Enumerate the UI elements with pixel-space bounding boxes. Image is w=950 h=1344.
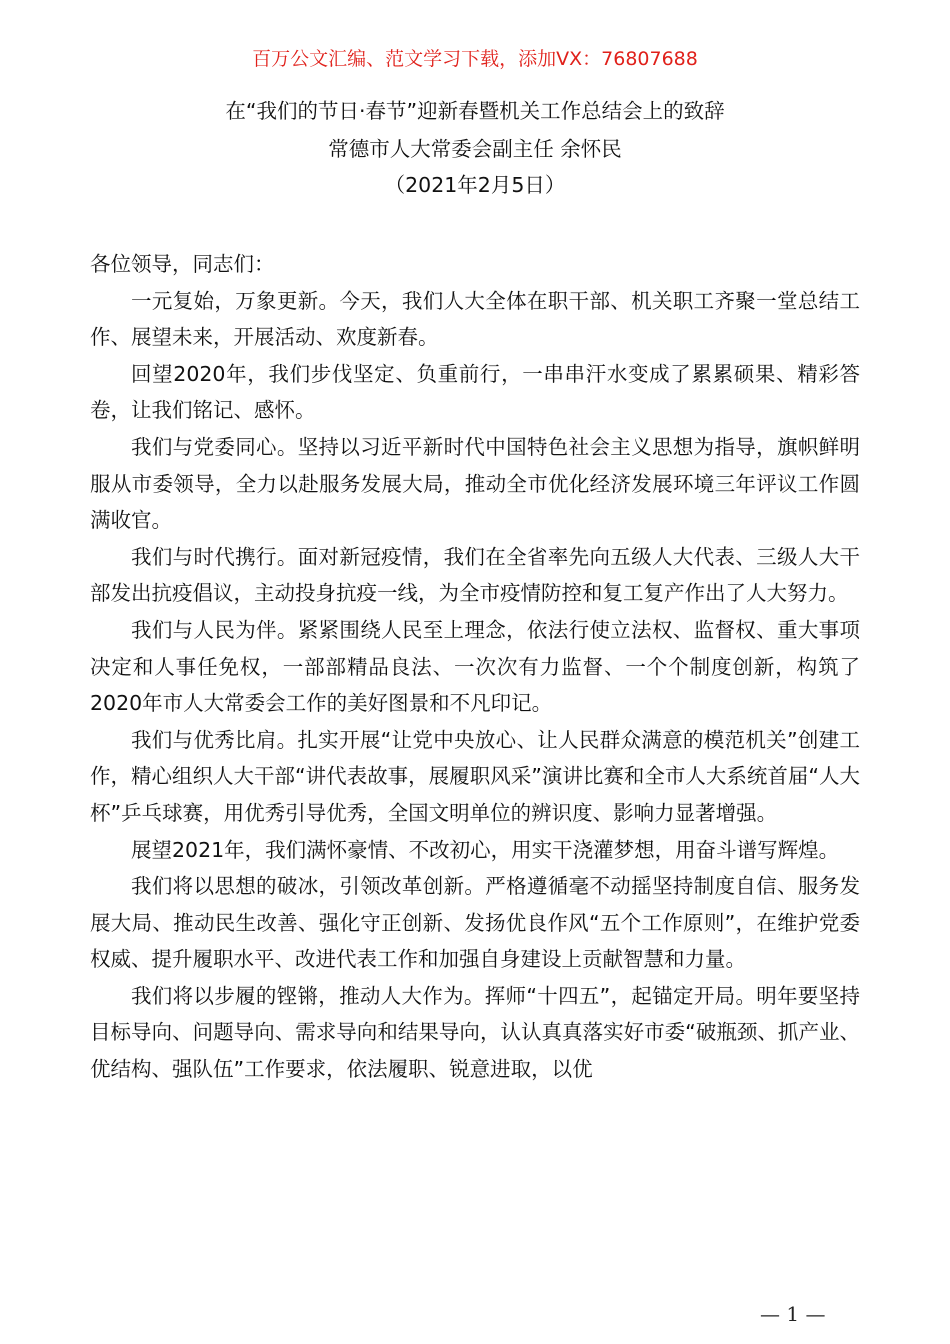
paragraph: 我们与优秀比肩。扎实开展“让党中央放心、让人民群众满意的模范机关”创建工作，精心组织人大干部“讲代表故事，展履职风采”演讲比赛和全市人大系统首届“人大杯”乒乓球赛，用优秀引导优秀，全国文明单位的辨识度、影响力显著增强。 <box>90 727 860 825</box>
watermark-banner: 百万公文汇编、范文学习下载，添加VX：76807688 <box>252 48 698 70</box>
paragraph: 我们与时代携行。面对新冠疫情，我们在全省率先向五级人大代表、三级人大干部发出抗疫倡议，主动投身抗疫一线，为全市疫情防控和复工复产作出了人大努力。 <box>90 544 860 606</box>
paragraph: 我们与人民为伴。紧紧围绕人民至上理念，依法行使立法权、监督权、重大事项决定和人事任免权，一部部精品良法、一次次有力监督、一个个制度创新，构筑了2020年市人大常委会工作的美好图景和不凡印记。 <box>90 617 860 716</box>
date-line: （2021年2月5日） <box>384 173 566 197</box>
salutation: 各位领导，同志们： <box>90 252 275 276</box>
page-number: — 1 — <box>760 1302 826 1326</box>
paragraph: 我们将以思想的破冰，引领改革创新。严格遵循毫不动摇坚持制度自信、服务发展大局、推动民生改善、强化守正创新、发扬优良作风“五个工作原则”，在维护党委权威、提升履职水平、改进代表工作和加强自身建设上贡献智慧和力量。 <box>90 874 860 972</box>
speaker-line: 常德市人大常委会副主任 余怀民 <box>328 137 622 161</box>
paragraph: 我们与党委同心。坚持以习近平新时代中国特色社会主义思想为指导，旗帜鲜明服从市委领导，全力以赴服务发展大局，推动全市优化经济发展环境三年评议工作圆满收官。 <box>90 434 860 533</box>
paragraph: 回望2020年，我们步伐坚定、负重前行，一串串汗水变成了累累硕果、精彩答卷，让我们铭记、感怀。 <box>90 361 860 423</box>
paragraph: 展望2021年，我们满怀豪情、不改初心，用实干浇灌梦想，用奋斗谱写辉煌。 <box>131 837 840 862</box>
paragraph: 我们将以步履的铿锵，推动人大作为。挥师“十四五”，起锚定开局。明年要坚持目标导向、问题导向、需求导向和结果导向，认认真真落实好市委“破瓶颈、抓产业、优结构、强队伍”工作要求，依法履职、锐意进取，以优 <box>90 983 860 1082</box>
document-title: 在“我们的节日·春节”迎新春暨机关工作总结会上的致辞 <box>225 99 725 123</box>
document-body <box>90 246 860 1088</box>
paragraph: 一元复始，万象更新。今天，我们人大全体在职干部、机关职工齐聚一堂总结工作、展望未来，开展活动、欢度新春。 <box>90 288 860 350</box>
